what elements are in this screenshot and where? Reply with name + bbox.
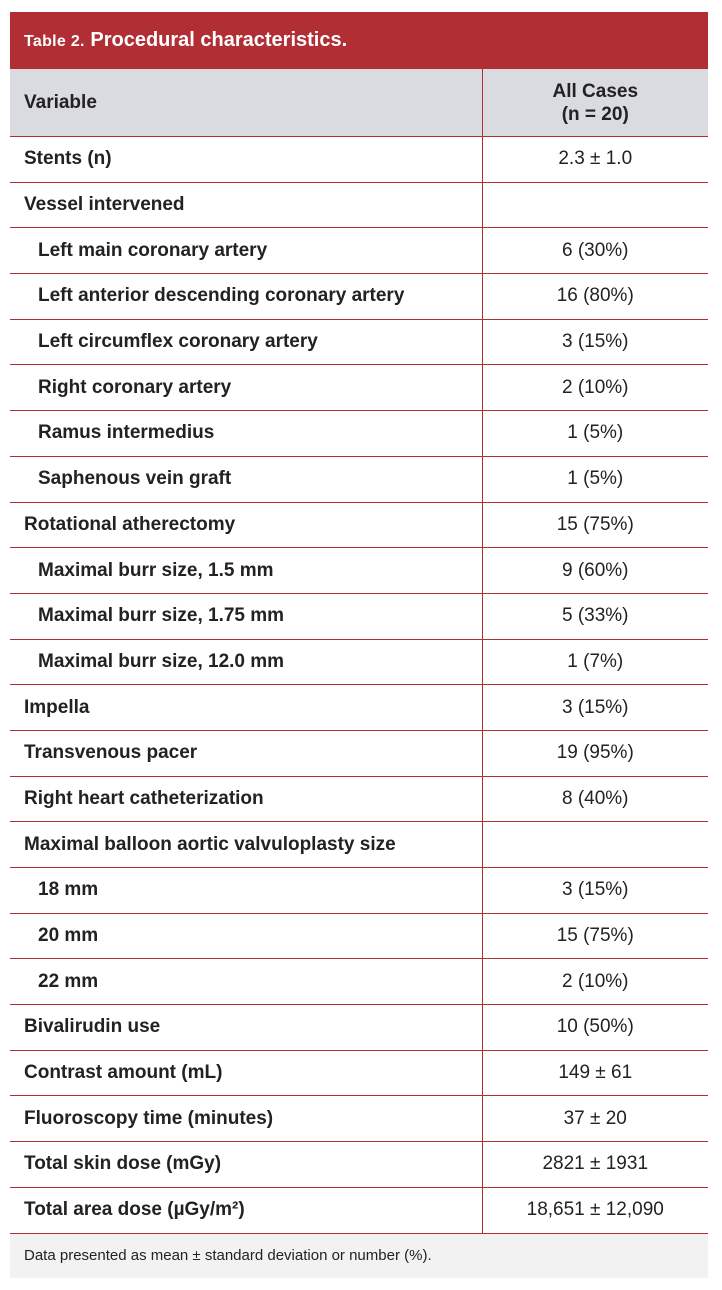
table-row xyxy=(10,776,708,822)
caption-prefix: Table 2. xyxy=(24,33,85,50)
table-row xyxy=(10,868,708,914)
row-label: Vessel intervened xyxy=(10,182,482,228)
table-row xyxy=(10,1096,708,1142)
table-row xyxy=(10,685,708,731)
row-value: 37 ± 20 xyxy=(482,1096,708,1142)
row-value: 18,651 ± 12,090 xyxy=(482,1187,708,1233)
row-value: 15 (75%) xyxy=(482,913,708,959)
header-all-cases xyxy=(482,69,708,137)
row-value: 3 (15%) xyxy=(482,868,708,914)
row-label: Left main coronary artery xyxy=(10,228,482,274)
row-label: Right heart catheterization xyxy=(10,776,482,822)
row-label: Impella xyxy=(10,685,482,731)
row-value: 1 (5%) xyxy=(482,456,708,502)
table-row xyxy=(10,319,708,365)
row-label: Maximal balloon aortic valvuloplasty size xyxy=(10,822,482,868)
table-row xyxy=(10,822,708,868)
row-label: Left anterior descending coronary artery xyxy=(10,274,482,320)
row-value: 2821 ± 1931 xyxy=(482,1142,708,1188)
header-all-cases-line2: (n = 20) xyxy=(561,103,629,125)
caption-title: Procedural characteristics. xyxy=(84,29,348,51)
row-value: 6 (30%) xyxy=(482,228,708,274)
table-row xyxy=(10,365,708,411)
data-table xyxy=(10,69,708,1234)
row-value: 3 (15%) xyxy=(482,319,708,365)
row-value: 149 ± 61 xyxy=(482,1050,708,1096)
table-row xyxy=(10,502,708,548)
table-body xyxy=(10,137,708,1234)
table-row xyxy=(10,913,708,959)
row-label: 22 mm xyxy=(10,959,482,1005)
table-row xyxy=(10,730,708,776)
row-label: Maximal burr size, 1.75 mm xyxy=(10,593,482,639)
row-label: 18 mm xyxy=(10,868,482,914)
row-label: Saphenous vein graft xyxy=(10,456,482,502)
row-label: Ramus intermedius xyxy=(10,411,482,457)
table-row xyxy=(10,548,708,594)
row-label: Right coronary artery xyxy=(10,365,482,411)
table-row xyxy=(10,228,708,274)
row-label: Maximal burr size, 12.0 mm xyxy=(10,639,482,685)
row-value: 2.3 ± 1.0 xyxy=(482,137,708,183)
row-value: 2 (10%) xyxy=(482,959,708,1005)
row-value: 15 (75%) xyxy=(482,502,708,548)
row-label: Rotational atherectomy xyxy=(10,502,482,548)
row-label: Stents (n) xyxy=(10,137,482,183)
row-label: Transvenous pacer xyxy=(10,730,482,776)
row-value: 8 (40%) xyxy=(482,776,708,822)
table-row xyxy=(10,639,708,685)
table-row xyxy=(10,182,708,228)
row-value: 10 (50%) xyxy=(482,1005,708,1051)
table-caption xyxy=(10,12,708,69)
table-row xyxy=(10,456,708,502)
header-all-cases-line1: All Cases xyxy=(552,80,639,102)
row-value: 3 (15%) xyxy=(482,685,708,731)
table-row xyxy=(10,593,708,639)
row-value xyxy=(482,182,708,228)
row-label: 20 mm xyxy=(10,913,482,959)
header-row xyxy=(10,69,708,137)
table-row xyxy=(10,274,708,320)
table-row xyxy=(10,959,708,1005)
procedural-characteristics-table xyxy=(10,12,708,1273)
row-label: Bivalirudin use xyxy=(10,1005,482,1051)
header-variable: Variable xyxy=(10,69,482,137)
row-label: Total area dose (µGy/m²) xyxy=(10,1187,482,1233)
row-label: Left circumflex coronary artery xyxy=(10,319,482,365)
row-value xyxy=(482,822,708,868)
row-value: 19 (95%) xyxy=(482,730,708,776)
row-label: Contrast amount (mL) xyxy=(10,1050,482,1096)
table-row xyxy=(10,137,708,183)
row-value: 16 (80%) xyxy=(482,274,708,320)
row-value: 5 (33%) xyxy=(482,593,708,639)
table-row xyxy=(10,411,708,457)
row-value: 9 (60%) xyxy=(482,548,708,594)
row-value: 1 (5%) xyxy=(482,411,708,457)
row-label: Fluoroscopy time (minutes) xyxy=(10,1096,482,1142)
row-label: Total skin dose (mGy) xyxy=(10,1142,482,1188)
table-footnote: Data presented as mean ± standard deviation or number (%). xyxy=(10,1234,708,1278)
row-value: 1 (7%) xyxy=(482,639,708,685)
table-row xyxy=(10,1005,708,1051)
table-row xyxy=(10,1050,708,1096)
row-label: Maximal burr size, 1.5 mm xyxy=(10,548,482,594)
table-row xyxy=(10,1142,708,1188)
row-value: 2 (10%) xyxy=(482,365,708,411)
table-row xyxy=(10,1187,708,1233)
